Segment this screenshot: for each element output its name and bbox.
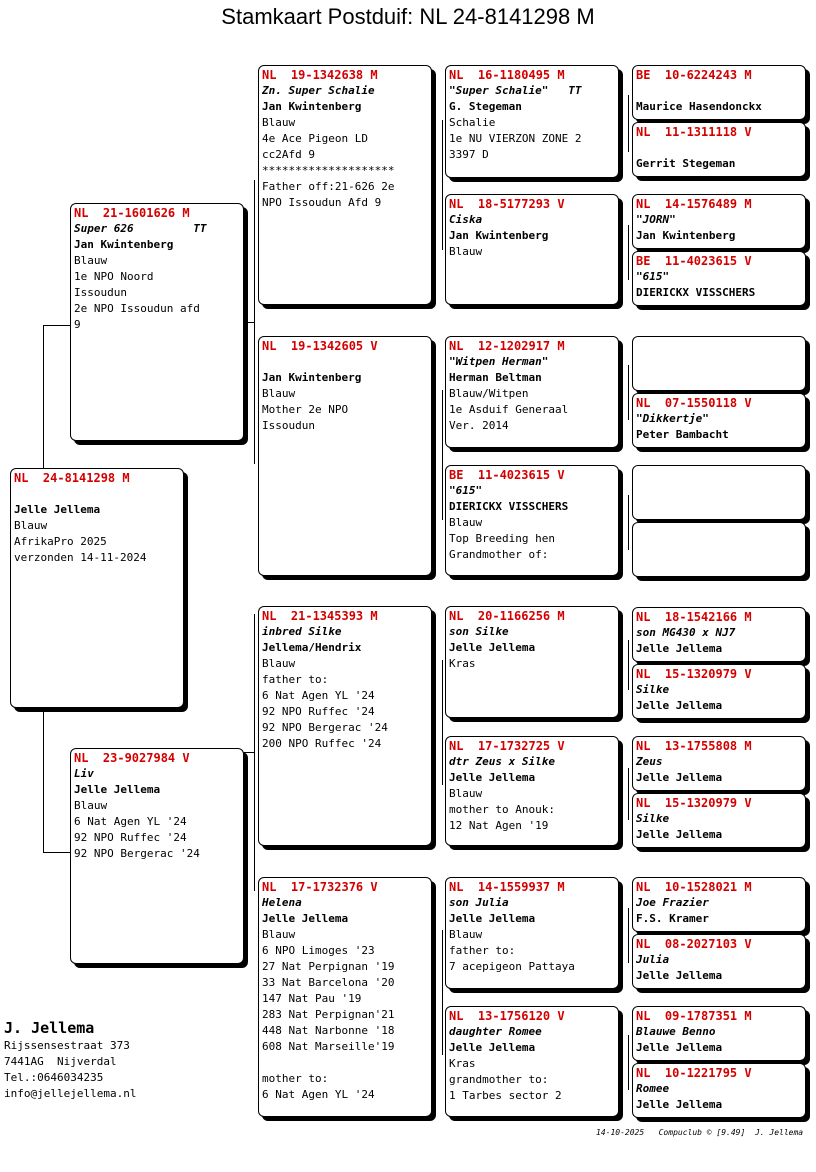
pigeon-card-subject[interactable]	[10, 468, 184, 708]
info-line: 2e NPO Issoudun afd	[74, 302, 200, 315]
ring-number: NL 15-1320979 V	[636, 796, 752, 810]
owner-name: J. Jellema	[4, 1019, 95, 1037]
pigeon-name: "615"	[636, 270, 670, 283]
info-line: 6 Nat Agen YL '24	[262, 689, 375, 702]
pigeon-card-g8[interactable]	[632, 522, 806, 577]
breeder-name: Jelle Jellema	[449, 641, 536, 654]
connector-line	[442, 660, 443, 785]
info-line: mother to:	[262, 1072, 329, 1085]
info-line: NPO Issoudun Afd 9	[262, 196, 382, 209]
info-line: Blauw	[262, 116, 296, 129]
info-line	[636, 140, 802, 156]
info-line: Blauw	[262, 657, 296, 670]
info-line: Blauw	[449, 928, 483, 941]
pigeon-card-g6[interactable]	[632, 393, 806, 448]
connector-line	[628, 768, 629, 820]
pigeon-name: Romee	[636, 1082, 670, 1095]
info-line: father to:	[262, 673, 329, 686]
info-line: 6 NPO Limoges '23	[262, 944, 375, 957]
info-line	[262, 1055, 428, 1071]
pigeon-name: Joe Frazier	[636, 896, 709, 909]
owner-city: 7441AG Nijverdal	[4, 1055, 117, 1068]
breeder-name: Maurice Hasendonckx	[636, 100, 762, 113]
pigeon-name: Ciska	[449, 213, 483, 226]
ring-number: NL 18-5177293 V	[449, 197, 565, 211]
info-line: 1e NPO Noord	[74, 270, 154, 283]
ring-number: NL 18-1542166 M	[636, 610, 752, 624]
connector-line	[628, 95, 629, 152]
connector-line	[628, 908, 629, 963]
info-line: Father off:21-626 2e	[262, 180, 395, 193]
connector-line	[244, 752, 254, 753]
pigeon-card-mfm[interactable]	[445, 736, 619, 846]
pigeon-name: Helena	[262, 896, 302, 909]
info-line: Blauw	[14, 519, 48, 532]
breeder-name: Jan Kwintenberg	[262, 371, 362, 384]
info-line: 7 acepigeon Pattaya	[449, 960, 575, 973]
info-line: father to:	[449, 944, 516, 957]
ring-number: BE 11-4023615 V	[636, 254, 752, 268]
ring-number: NL 09-1787351 M	[636, 1009, 752, 1023]
info-line: 6 Nat Agen YL '24	[74, 815, 187, 828]
info-line: 92 NPO Bergerac '24	[262, 721, 388, 734]
owner-block	[4, 1018, 136, 1102]
info-line: cc2Afd 9	[262, 148, 315, 161]
pigeon-card-g2[interactable]	[632, 122, 806, 177]
owner-address: Rijssensestraat 373	[4, 1039, 130, 1052]
pigeon-card-g9[interactable]	[632, 607, 806, 662]
connector-line	[628, 225, 629, 280]
connector-line	[254, 614, 255, 891]
footer-credit: 14-10-2025 Compuclub © [9.49] J. Jellema	[596, 1128, 804, 1137]
ring-number: NL 10-1221795 V	[636, 1066, 752, 1080]
breeder-name: Herman Beltman	[449, 371, 542, 384]
pigeon-card-mmm[interactable]	[445, 1006, 619, 1117]
info-line: 33 Nat Barcelona '20	[262, 976, 395, 989]
breeder-name: Jelle Jellema	[636, 969, 723, 982]
ring-number: NL 07-1550118 V	[636, 396, 752, 410]
connector-line	[244, 322, 254, 323]
ring-number: NL 21-1601626 M	[74, 206, 190, 220]
pigeon-card-g15[interactable]	[632, 1006, 806, 1061]
info-line: 12 Nat Agen '19	[449, 819, 549, 832]
pigeon-card-father[interactable]	[70, 203, 244, 441]
connector-line	[254, 180, 255, 464]
pigeon-card-mmf[interactable]	[445, 877, 619, 989]
info-line: Schalie	[449, 116, 496, 129]
breeder-name: Jellema/Hendrix	[262, 641, 362, 654]
pigeon-card-fmf[interactable]	[445, 336, 619, 448]
pigeon-name: Silke	[636, 683, 670, 696]
pigeon-card-mm[interactable]	[258, 877, 432, 1117]
connector-line	[442, 390, 443, 520]
info-line: Issoudun	[262, 419, 315, 432]
ring-number: NL 13-1756120 V	[449, 1009, 565, 1023]
info-line: verzonden 14-11-2024	[14, 551, 147, 564]
page-title: Stamkaart Postduif: NL 24-8141298 M	[221, 4, 595, 29]
pigeon-card-g14[interactable]	[632, 934, 806, 989]
info-line: Blauw	[74, 254, 108, 267]
connector-line	[442, 120, 443, 250]
info-line	[14, 486, 180, 502]
info-line: 200 NPO Ruffec '24	[262, 737, 382, 750]
info-line: Ver. 2014	[449, 419, 509, 432]
breeder-name: Jelle Jellema	[449, 1041, 536, 1054]
info-line: 4e Ace Pigeon LD	[262, 132, 368, 145]
owner-phone: Tel.:0646034235	[4, 1071, 104, 1084]
ring-number: NL 16-1180495 M	[449, 68, 565, 82]
pigeon-card-mff[interactable]	[445, 606, 619, 718]
ring-number: NL 19-1342638 M	[262, 68, 378, 82]
pigeon-name: dtr Zeus x Silke	[449, 755, 555, 768]
ring-number: NL 11-1311118 V	[636, 125, 752, 139]
pigeon-name: Super 626 TT	[74, 222, 207, 235]
connector-line	[43, 852, 70, 853]
breeder-name: Jelle Jellema	[636, 1041, 723, 1054]
owner-email[interactable]: info@jellejellema.nl	[4, 1087, 137, 1100]
info-line: 1e NU VIERZON ZONE 2	[449, 132, 582, 145]
breeder-name: Jelle Jellema	[636, 1098, 723, 1111]
pigeon-card-g12[interactable]	[632, 793, 806, 848]
pigeon-name: "Super Schalie" TT	[449, 84, 582, 97]
info-line: Blauw	[262, 928, 296, 941]
ring-number: NL 12-1202917 M	[449, 339, 565, 353]
breeder-name: Peter Bambacht	[636, 428, 729, 441]
ring-number: BE 10-6224243 M	[636, 68, 752, 82]
pigeon-name: Blauwe Benno	[636, 1025, 716, 1038]
pigeon-card-g11[interactable]	[632, 736, 806, 791]
info-line: ********************	[262, 164, 395, 177]
connector-line	[628, 640, 629, 690]
breeder-name: Jelle Jellema	[74, 783, 161, 796]
pigeon-card-fm[interactable]	[258, 336, 432, 576]
pigeon-name: "Witpen Herman"	[449, 355, 549, 368]
breeder-name: Jan Kwintenberg	[262, 100, 362, 113]
breeder-name: Jan Kwintenberg	[449, 229, 549, 242]
ring-number: NL 19-1342605 V	[262, 339, 378, 353]
info-line: AfrikaPro 2025	[14, 535, 107, 548]
info-line: Blauw	[449, 245, 483, 258]
ring-number: NL 08-2027103 V	[636, 937, 752, 951]
pigeon-name: Zeus	[636, 755, 663, 768]
breeder-name: Jelle Jellema	[636, 828, 723, 841]
breeder-name: DIERICKX VISSCHERS	[636, 286, 756, 299]
info-line: mother to Anouk:	[449, 803, 555, 816]
pigeon-card-g7[interactable]	[632, 465, 806, 520]
ring-number: BE 11-4023615 V	[449, 468, 565, 482]
pigeon-card-mf[interactable]	[258, 606, 432, 846]
connector-line	[628, 1035, 629, 1090]
ring-number: NL 24-8141298 M	[14, 471, 130, 485]
pigeon-card-g4[interactable]	[632, 251, 806, 306]
info-line	[636, 83, 802, 99]
pigeon-name: Zn. Super Schalie	[262, 84, 375, 97]
ring-number: NL 14-1576489 M	[636, 197, 752, 211]
pigeon-card-g16[interactable]	[632, 1063, 806, 1118]
pigeon-name: son Silke	[449, 625, 509, 638]
breeder-name: DIERICKX VISSCHERS	[449, 500, 569, 513]
connector-line	[628, 365, 629, 420]
pigeon-card-mother[interactable]	[70, 748, 244, 964]
info-line: Grandmother of:	[449, 548, 549, 561]
pigeon-card-g1[interactable]	[632, 65, 806, 120]
ring-number: NL 14-1559937 M	[449, 880, 565, 894]
pigeon-name: inbred Silke	[262, 625, 342, 638]
breeder-name: Jan Kwintenberg	[636, 229, 736, 242]
pigeon-name: son MG430 x NJ7	[636, 626, 736, 639]
info-line: Kras	[449, 657, 476, 670]
info-line: Top Breeding hen	[449, 532, 555, 545]
ring-number: NL 15-1320979 V	[636, 667, 752, 681]
breeder-name: F.S. Kramer	[636, 912, 709, 925]
pigeon-card-g10[interactable]	[632, 664, 806, 719]
breeder-name: Jelle Jellema	[636, 642, 723, 655]
info-line: grandmother to:	[449, 1073, 549, 1086]
info-line: Blauw	[449, 787, 483, 800]
info-line: 92 NPO Ruffec '24	[74, 831, 187, 844]
info-line: 3397 D	[449, 148, 489, 161]
info-line: 147 Nat Pau '19	[262, 992, 362, 1005]
info-line: Blauw	[74, 799, 108, 812]
pigeon-card-ff[interactable]	[258, 65, 432, 305]
ring-number: NL 17-1732376 V	[262, 880, 378, 894]
connector-line	[442, 930, 443, 1055]
info-line: 92 NPO Bergerac '24	[74, 847, 200, 860]
info-line: 92 NPO Ruffec '24	[262, 705, 375, 718]
pigeon-card-fmm[interactable]	[445, 465, 619, 576]
breeder-name: G. Stegeman	[449, 100, 522, 113]
ring-number: NL 17-1732725 V	[449, 739, 565, 753]
connector-line	[43, 325, 70, 326]
pigeon-card-g13[interactable]	[632, 877, 806, 932]
info-line: Blauw	[449, 516, 483, 529]
breeder-name: Jelle Jellema	[262, 912, 349, 925]
ring-number: NL 13-1755808 M	[636, 739, 752, 753]
info-line: Issoudun	[74, 286, 127, 299]
info-line: 608 Nat Marseille'19	[262, 1040, 395, 1053]
info-line: 6 Nat Agen YL '24	[262, 1088, 375, 1101]
breeder-name: Jelle Jellema	[636, 699, 723, 712]
pigeon-name: "Dikkertje"	[636, 412, 709, 425]
pigeon-name: Julia	[636, 953, 670, 966]
info-line: Blauw	[262, 387, 296, 400]
pigeon-name: son Julia	[449, 896, 509, 909]
breeder-name: Jelle Jellema	[449, 771, 536, 784]
pigeon-name: "JORN"	[636, 213, 676, 226]
pigeon-card-g5[interactable]	[632, 336, 806, 391]
info-line: 9	[74, 318, 81, 331]
pigeon-card-ffm[interactable]	[445, 194, 619, 305]
ring-number: NL 23-9027984 V	[74, 751, 190, 765]
ring-number: NL 20-1166256 M	[449, 609, 565, 623]
info-line: Mother 2e NPO	[262, 403, 349, 416]
breeder-name: Jelle Jellema	[636, 771, 723, 784]
info-line: 448 Nat Narbonne '18	[262, 1024, 395, 1037]
info-line: Blauw/Witpen	[449, 387, 529, 400]
breeder-name: Jan Kwintenberg	[74, 238, 174, 251]
info-line	[262, 354, 428, 370]
pigeon-card-g3[interactable]	[632, 194, 806, 249]
info-line: Kras	[449, 1057, 476, 1070]
info-line: 283 Nat Perpignan'21	[262, 1008, 395, 1021]
ring-number: NL 10-1528021 M	[636, 880, 752, 894]
info-line: 27 Nat Perpignan '19	[262, 960, 395, 973]
info-line: 1 Tarbes sector 2	[449, 1089, 562, 1102]
breeder-name: Jelle Jellema	[14, 503, 101, 516]
pigeon-name: Liv	[74, 767, 94, 780]
breeder-name: Gerrit Stegeman	[636, 157, 736, 170]
info-line: 1e Asduif Generaal	[449, 403, 569, 416]
pigeon-card-fff[interactable]	[445, 65, 619, 178]
breeder-name: Jelle Jellema	[449, 912, 536, 925]
connector-line	[628, 495, 629, 550]
pigeon-name: daughter Romee	[449, 1025, 542, 1038]
pigeon-name: Silke	[636, 812, 670, 825]
pigeon-name: "615"	[449, 484, 483, 497]
ring-number: NL 21-1345393 M	[262, 609, 378, 623]
